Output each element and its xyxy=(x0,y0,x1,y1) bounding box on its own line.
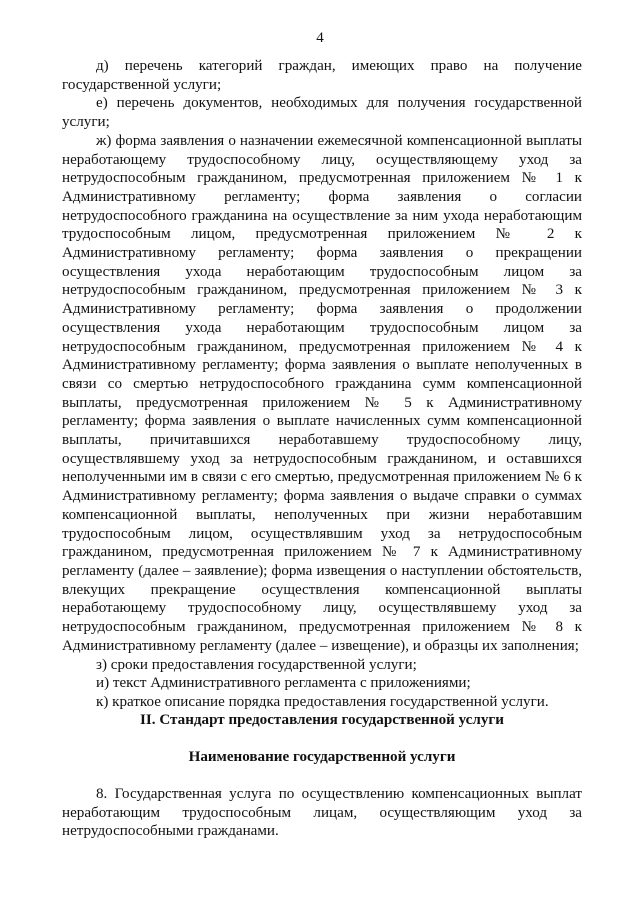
document-body xyxy=(62,57,582,712)
paragraph-clause-8: 8. Государственная услуга по осуществлению компенсационных выплат неработающим трудоспособным лицам, осуществляющим уход за нетрудоспособными гражданами. xyxy=(62,786,582,840)
sub-heading: Наименование государственной услуги xyxy=(188,749,456,765)
paragraph-e: е) перечень документов, необходимых для получения государственной услуги; xyxy=(62,95,582,131)
page-number: 4 xyxy=(316,30,324,46)
paragraph-k: к) краткое описание порядка предоставления государственной услуги. xyxy=(96,693,549,710)
paragraph-z: з) сроки предоставления государственной услуги; xyxy=(96,656,417,673)
paragraph-zh: ж) форма заявления о назначении ежемесячной компенсационной выплаты неработающему трудоспособному лицу, осуществляющему уход за нетрудоспособным гражданином, предусмотренная приложением № 1 к Административному регламенту; форма заявления о согласии нетрудоспособного гражданина на осуществление за ним ухода неработающим трудоспособным лицом, предусмотренная приложением № 2 к Административному регламенту; форма заявления о прекращении осуществления ухода неработающим трудоспособным лицом за нетрудоспособным гражданином, предусмотренная приложением № 3 к Административному регламенту; форма заявления о продолжении осуществления ухода неработающим трудоспособным лицом за нетрудоспособным гражданином, предусмотренная приложением № 4 к Административному регламенту; форма заявления о выплате неполученных в связи со смертью нетрудоспособного гражданина сумм компенсационной выплаты, предусмотренная приложением № 5 к Административному регламенту; форма заявления о выплате начисленных сумм компенсационной выплаты, причитавшихся неработавшему трудоспособному лицу, осуществлявшему уход за нетрудоспособным гражданином, и оставшихся неполученными им в связи с его смертью, предусмотренная приложением № 6 к Административному регламенту; форма заявления о выдаче справки о суммах компенсационной выплаты, неполученных при жизни неработавшим трудоспособным лицом, осуществлявшим уход за нетрудоспособным гражданином, предусмотренная приложением № 7 к Административному регламенту (далее – заявление); форма извещения о наступлении обстоятельств, влекущих прекращение осуществления компенсационной выплаты неработающему трудоспособному лицу, осуществлявшему уход за нетрудоспособным гражданином, предусмотренная приложением № 8 к Административному регламенту (далее – извещение), и образцы их заполнения; xyxy=(62,132,582,654)
clause-body xyxy=(62,785,582,841)
paragraph-i: и) текст Административного регламента с приложениями; xyxy=(96,675,471,692)
paragraph-d: д) перечень категорий граждан, имеющих право на получение государственной услуги; xyxy=(62,58,582,93)
section-heading: II. Стандарт предоставления государственной услуги xyxy=(140,712,504,728)
